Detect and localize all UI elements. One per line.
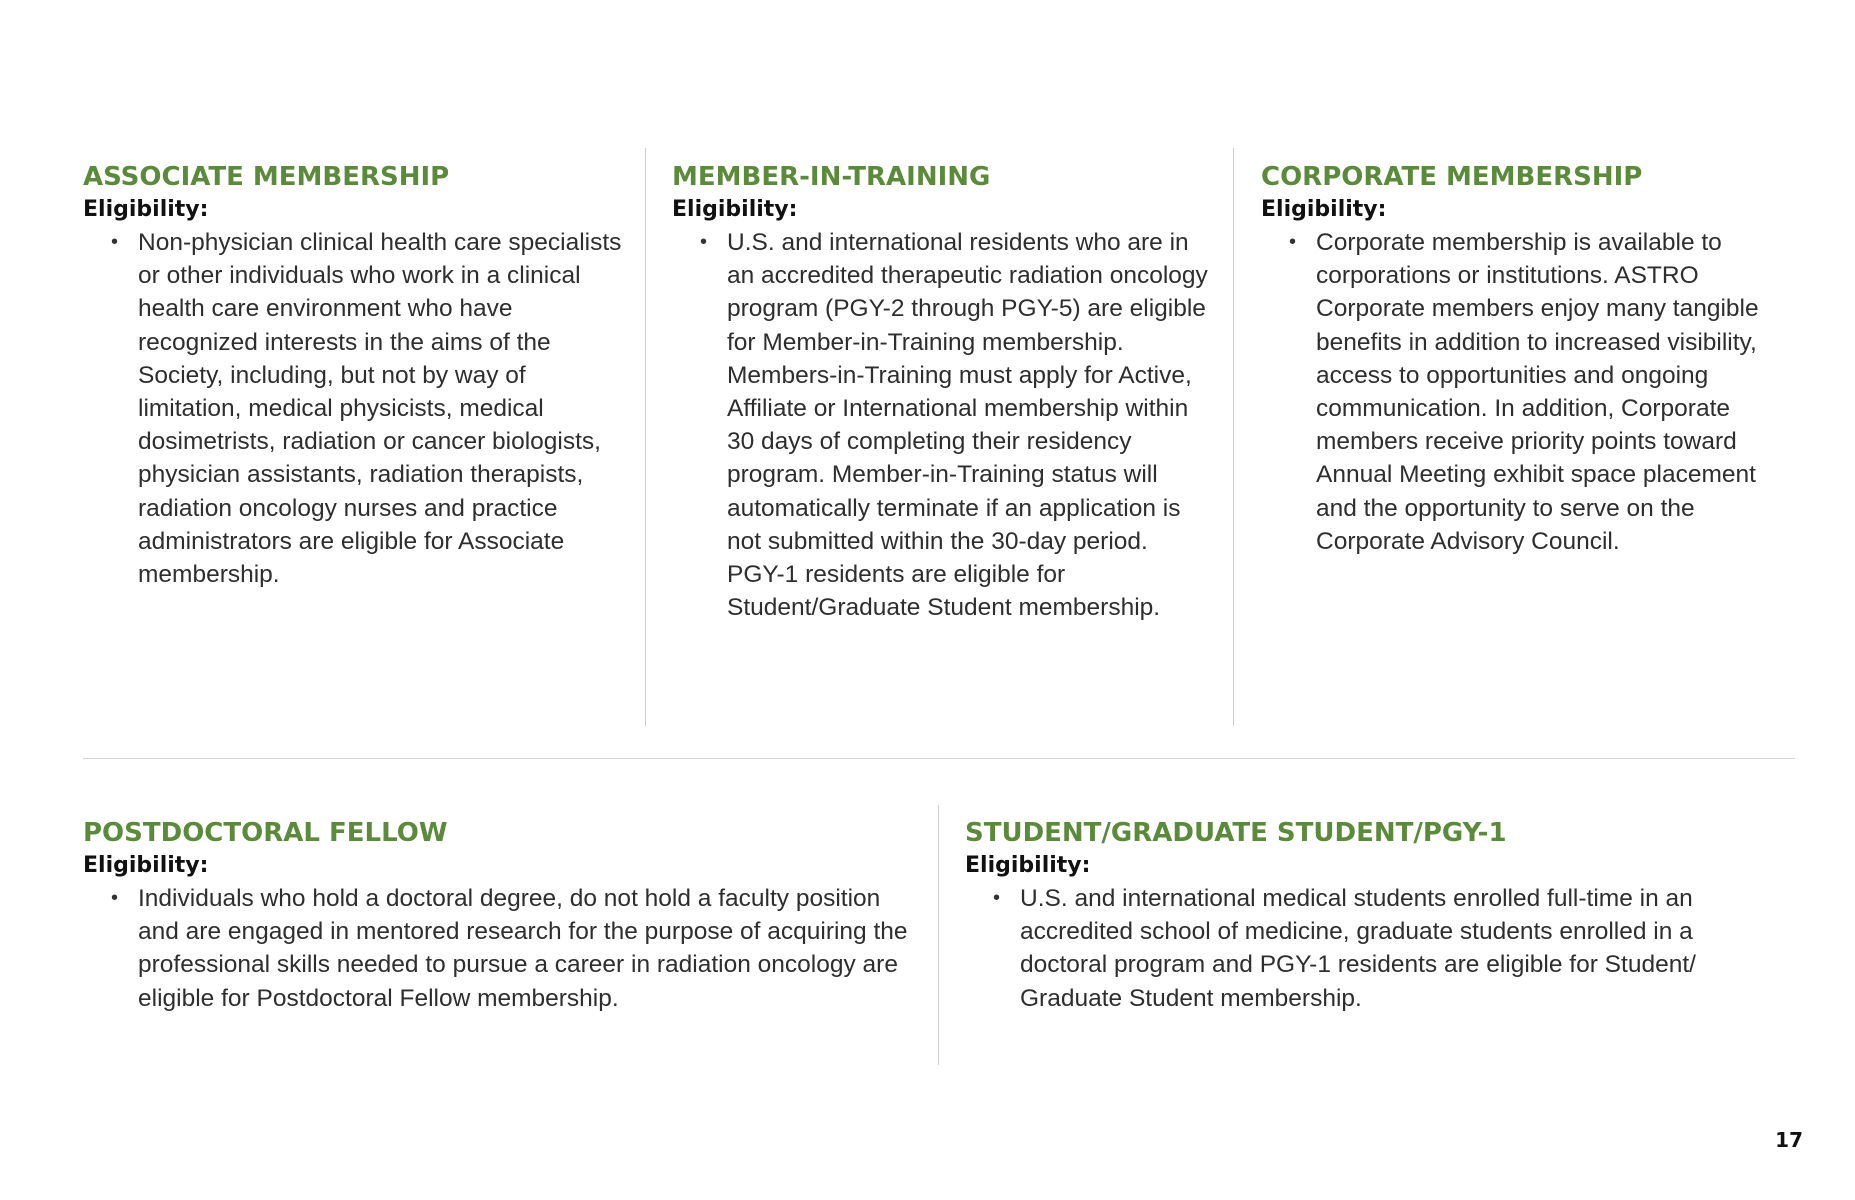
eligibility-text: Corporate membership is available to corporations or institutions. ASTRO Corporate members enjoy many tangible benefits in addition to increased visibility, access to opportunities and ongoing communication. In addition, Corporate members receive priority points toward Annual Meeting exhibit space placement and the opportunity to serve on the Corporate Advisory Council. bbox=[1316, 229, 1759, 555]
section-title: CORPORATE MEMBERSHIP bbox=[1261, 162, 1643, 192]
section-title: POSTDOCTORAL FELLOW bbox=[83, 818, 448, 848]
list-item bbox=[83, 882, 923, 1015]
eligibility-list bbox=[83, 226, 623, 591]
eligibility-text: Non-physician clinical health care specialists or other individuals who work in a clinical health care environment who have recognized interests in the aims of the Society, including, but not by way of limitation, medical physicists, medical dosimetrists, radiation or cancer biologists, physician assistants, radiation therapists, radiation oncology nurses and practice administrators are eligible for Associate membership. bbox=[138, 229, 622, 589]
list-item bbox=[1261, 226, 1801, 558]
list-item bbox=[83, 226, 623, 591]
list-item bbox=[672, 226, 1208, 624]
eligibility-list bbox=[1261, 226, 1801, 558]
postdoctoral-fellow-section bbox=[83, 816, 923, 1015]
associate-membership-section bbox=[83, 160, 623, 591]
column-divider bbox=[1233, 148, 1234, 726]
bullet-icon: • bbox=[111, 887, 119, 909]
column-divider bbox=[645, 148, 646, 726]
bullet-icon: • bbox=[111, 231, 119, 253]
eligibility-text: Individuals who hold a doctoral degree, do not hold a faculty position and are engaged in mentored research for the purpose of acquiring the professional skills needed to pursue a career in radiation oncology are eligible for Postdoctoral Fellow membership. bbox=[138, 885, 908, 1012]
page-number: 17 bbox=[1775, 1128, 1803, 1152]
eligibility-label: Eligibility: bbox=[965, 853, 1091, 878]
section-title: ASSOCIATE MEMBERSHIP bbox=[83, 162, 450, 192]
eligibility-list bbox=[965, 882, 1735, 1015]
bullet-icon: • bbox=[1289, 231, 1297, 253]
eligibility-text: U.S. and international medical students enrolled full-time in an accredited school of medicine, graduate students enrolled in a doctoral program and PGY-1 residents are eligible for Student/ Graduate Student membership. bbox=[1020, 885, 1696, 1012]
section-title: MEMBER-IN-TRAINING bbox=[672, 162, 991, 192]
eligibility-label: Eligibility: bbox=[83, 197, 209, 222]
row-divider bbox=[83, 758, 1795, 759]
eligibility-label: Eligibility: bbox=[672, 197, 798, 222]
eligibility-label: Eligibility: bbox=[1261, 197, 1387, 222]
member-in-training-section bbox=[672, 160, 1208, 624]
eligibility-list bbox=[672, 226, 1208, 624]
eligibility-list bbox=[83, 882, 923, 1015]
student-graduate-section bbox=[965, 816, 1735, 1015]
eligibility-text: U.S. and international residents who are in an accredited therapeutic radiation oncology program (PGY-2 through PGY-5) are eligible for Member-in-Training membership. Members-in-Training must apply for Active, Affiliate or International membership within 30 days of completing their residency program. Member-in-Training status will automatically terminate if an application is not submitted within the 30-day period. PGY-1 residents are eligible for Student/Graduate Student membership. bbox=[727, 229, 1208, 622]
column-divider bbox=[938, 805, 939, 1065]
bullet-icon: • bbox=[993, 887, 1001, 909]
eligibility-label: Eligibility: bbox=[83, 853, 209, 878]
bullet-icon: • bbox=[700, 231, 708, 253]
corporate-membership-section bbox=[1261, 160, 1801, 558]
list-item bbox=[965, 882, 1735, 1015]
section-title: STUDENT/GRADUATE STUDENT/PGY-1 bbox=[965, 818, 1507, 848]
